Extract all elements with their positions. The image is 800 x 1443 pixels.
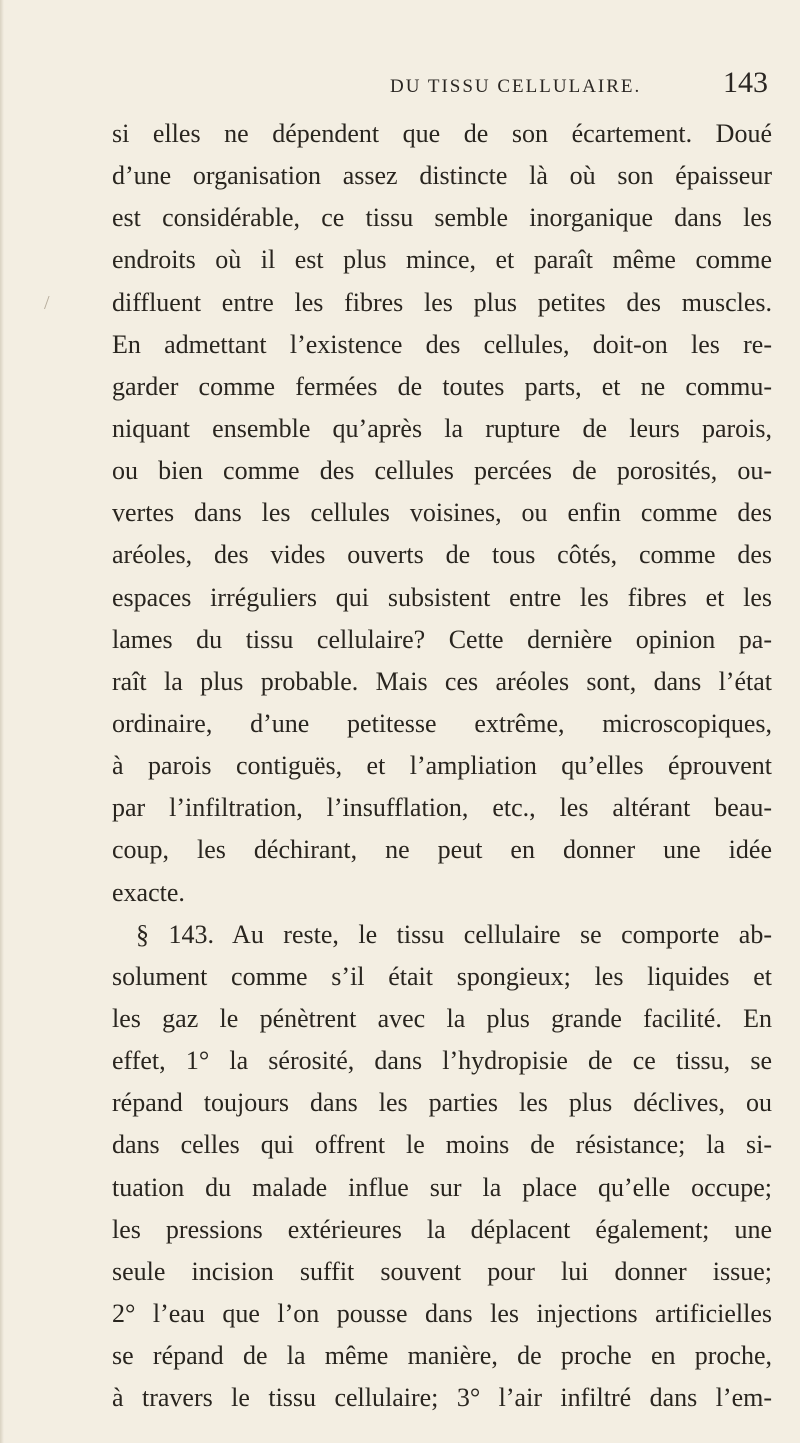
- text-line: dans celles qui offrent le moins de résistance; la si-: [112, 1130, 772, 1160]
- running-head: DU TISSU CELLULAIRE.: [390, 76, 642, 97]
- text-line: à parois contiguës, et l’ampliation qu’elles éprouvent: [112, 751, 772, 781]
- page-edge-shadow: [0, 0, 4, 1443]
- text-line: vertes dans les cellules voisines, ou enfin comme des: [112, 498, 772, 528]
- text-line: aréoles, des vides ouverts de tous côtés, comme des: [112, 540, 772, 570]
- text-line: ordinaire, d’une petitesse extrême, microscopiques,: [112, 708, 772, 738]
- text-line: tuation du malade influe sur la place qu’elle occupe;: [112, 1172, 772, 1202]
- text-line: espaces irréguliers qui subsistent entre les fibres et les: [112, 582, 772, 612]
- text-line: coup, les déchirant, ne peut en donner une idée: [112, 835, 772, 865]
- text-line: seule incision suffit souvent pour lui donner issue;: [112, 1256, 772, 1286]
- page-number: 143: [723, 66, 768, 99]
- page-header: [96, 66, 768, 106]
- text-line: garder comme fermées de toutes parts, et ne commu-: [112, 371, 772, 401]
- text-line: si elles ne dépendent que de son écartement. Doué: [112, 119, 772, 148]
- text-line: les pressions extérieures la déplacent également; une: [112, 1214, 772, 1244]
- text-line: par l’infiltration, l’insufflation, etc., les altérant beau-: [112, 793, 772, 823]
- text-line: raît la plus probable. Mais ces aréoles sont, dans l’état: [112, 666, 772, 696]
- paragraph-end-line: exacte.: [112, 877, 185, 907]
- margin-mark: /: [44, 292, 50, 314]
- text-line: endroits où il est plus mince, et paraît même comme: [112, 245, 772, 275]
- text-line: répand toujours dans les parties les plus déclives, ou: [112, 1088, 772, 1118]
- section-start-line: § 143. Au reste, le tissu cellulaire se comporte ab-: [136, 919, 772, 949]
- text-line: lames du tissu cellulaire? Cette dernière opinion pa-: [112, 624, 772, 654]
- text-line: d’une organisation assez distincte là où son épaisseur: [112, 161, 772, 191]
- text-line: solument comme s’il était spongieux; les liquides et: [112, 961, 772, 991]
- text-line: effet, 1° la sérosité, dans l’hydropisie de ce tissu, se: [112, 1046, 772, 1076]
- text-line: est considérable, ce tissu semble inorganique dans les: [112, 203, 772, 233]
- text-line: à travers le tissu cellulaire; 3° l’air infiltré dans l’em-: [112, 1383, 772, 1413]
- text-line: En admettant l’existence des cellules, doit-on les re-: [112, 329, 772, 359]
- text-line: niquant ensemble qu’après la rupture de leurs parois,: [112, 413, 772, 443]
- text-line: les gaz le pénètrent avec la plus grande facilité. En: [112, 1003, 772, 1033]
- body-text: [112, 113, 772, 1419]
- text-line: ou bien comme des cellules percées de porosités, ou-: [112, 456, 772, 486]
- text-line: se répand de la même manière, de proche en proche,: [112, 1341, 772, 1371]
- text-line: 2° l’eau que l’on pousse dans les injections artificielles: [112, 1298, 772, 1328]
- text-line: diffluent entre les fibres les plus petites des muscles.: [112, 287, 772, 317]
